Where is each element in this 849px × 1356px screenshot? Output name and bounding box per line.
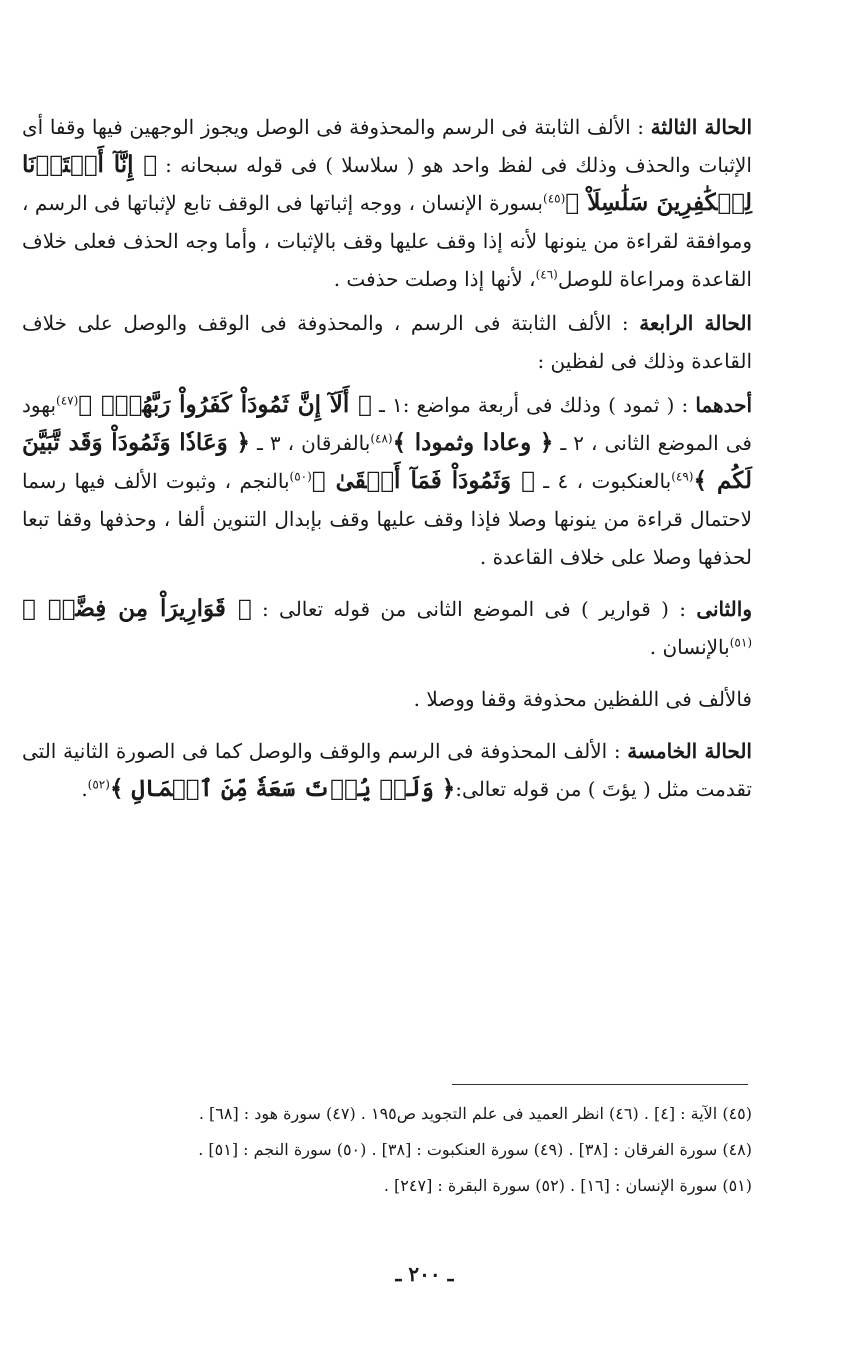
word-heading: والثانى [696, 597, 752, 621]
page-number: ـ ٢٠٠ ـ [395, 1262, 454, 1286]
footnote-ref: (٤٦) [535, 267, 558, 282]
quran-verse: ﴿ وعادا وثمودا ﴾ [392, 429, 554, 456]
footnote-line: (٤٥) الآية : [٤] . (٤٦) انظر العميد فى علم التجويد ص١٩٥ . (٤٧) سورة هود : [٦٨] . [198, 1104, 752, 1123]
paragraph-third-case [22, 108, 752, 298]
footnote-line: (٤٨) سورة الفرقان : [٣٨] . (٤٩) سورة العنكبوت : [٣٨] . (٥٠) سورة النجم : [٥١] . [198, 1140, 752, 1159]
footnote-divider [452, 1084, 748, 1085]
word-text: بالإنسان . [649, 635, 730, 659]
case-heading: الحالة الثالثة [650, 115, 752, 139]
word-text: بهود فى الموضع الثانى ، ٢ ـ [22, 393, 752, 455]
case-heading: الحالة الخامسة [627, 739, 752, 763]
case-text: : الألف الثابتة فى الرسم والمحذوفة فى الوصل ويجوز الوجهين فيها وقفا أى الإثبات والحذف وذلك فى لفظ واحد هو ( سلاسلا ) فى قوله سبحانه : [22, 115, 752, 177]
footnote-ref: (٥١) [729, 635, 752, 650]
footnotes [22, 1096, 752, 1204]
quran-verse: ﴿ قَوَارِيرَاْ مِن فِضَّةٖ ﴾ [22, 595, 252, 622]
quran-verse: ﴿ أَلَآ إِنَّ ثَمُودَاْ كَفَرُواْ رَبَّهُمۡۗ ﴾ [78, 391, 372, 418]
footnote-ref: (٥٢) [87, 777, 110, 792]
word-text: بالفرقان ، ٣ ـ [249, 431, 371, 455]
quran-verse: ﴿ وَثَمُودَاْ فَمَآ أَبۡقَىٰ ﴾ [311, 467, 535, 494]
footnote-ref: (٤٧) [56, 393, 79, 408]
paragraph-first-word [22, 386, 752, 576]
summary-text: فالألف فى اللفظين محذوفة وقفا ووصلا . [413, 687, 752, 711]
footnote-ref: (٤٨) [370, 431, 393, 446]
quran-verse: ﴿ وَلَمۡ يُؤۡتَ سَعَةٗ مِّنَ ٱلۡمَالِ ﴾ [109, 775, 456, 802]
footnote-ref: (٤٥) [543, 191, 566, 206]
case-text: : الألف الثابتة فى الرسم ، والمحذوفة فى الوقف والوصل على خلاف القاعدة وذلك فى لفظين : [22, 311, 752, 373]
case-text: ، لأنها إذا وصلت حذفت . [333, 267, 536, 291]
word-text: : ( قوارير ) فى الموضع الثانى من قوله تعالى : [251, 597, 697, 621]
paragraph-second-word [22, 590, 752, 666]
paragraph-fourth-case [22, 304, 752, 380]
case-heading: الحالة الرابعة [639, 311, 752, 335]
word-text: بالعنكبوت ، ٤ ـ [534, 469, 672, 493]
case-text: : الألف المحذوفة فى الرسم والوقف والوصل كما فى الصورة الثانية التى تقدمت مثل ( يؤتَ ) من قوله تعالى: [22, 739, 752, 801]
word-text: بالنجم ، وثبوت الألف فيها رسما لاحتمال قراءة من ينونها وصلا فإذا وقف عليها وقف بإبدال التنوين ألفا ، وحذفها وقفا تبعا لحذفها وصلا على خلاف القاعدة . [22, 469, 752, 569]
case-text: . [81, 777, 88, 801]
footnote-line: (٥١) سورة الإنسان : [١٦] . (٥٢) سورة البقرة : [٢٤٧] . [383, 1176, 752, 1195]
page-body [22, 108, 752, 814]
quran-verse: ﴿ إِنَّآ أَعۡتَدۡنَا لِلۡكَٰفِرِينَ سَلَٰسِلَاْ ﴾ [22, 151, 752, 216]
paragraph-fifth-case [22, 732, 752, 808]
word-text: : ( ثمود ) وذلك فى أربعة مواضع :١ ـ [371, 393, 696, 417]
footnote-ref: (٥٠) [289, 469, 312, 484]
case-text: بسورة الإنسان ، ووجه إثباتها فى الوقف تابع لإثباتها فى الرسم ، وموافقة لقراءة من ينونها لأنه إذا وقف عليها وقف بالإثبات ، وأما وجه الحذف فعلى خلاف القاعدة ومراعاة للوصل [22, 191, 752, 291]
footnote-ref: (٤٩) [671, 469, 694, 484]
word-heading: أحدهما [695, 393, 752, 417]
paragraph-summary [22, 680, 752, 718]
quran-verse: ﴿ وَعَادٗا وَثَمُودَاْ وَقَد تَّبَيَّنَ لَكُم ﴾ [22, 429, 752, 494]
